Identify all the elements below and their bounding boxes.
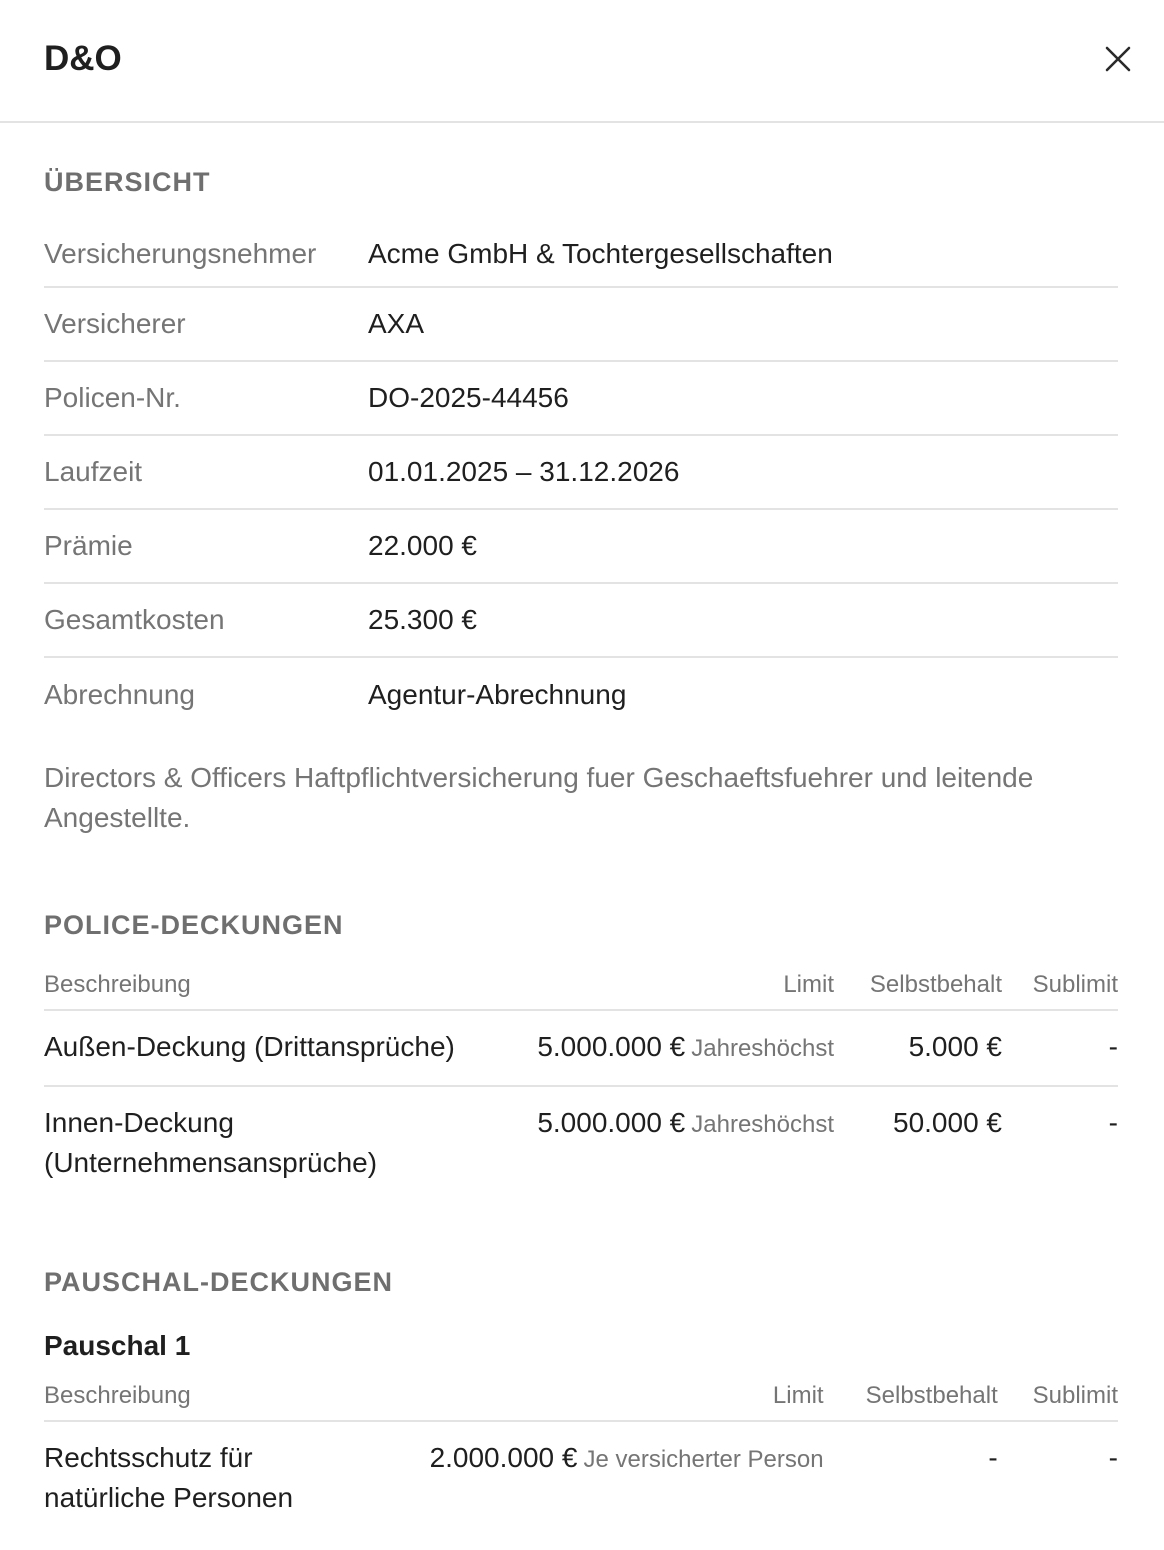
overview-label: Versicherer	[44, 308, 186, 339]
column-header-limit: Limit	[355, 1382, 824, 1421]
limit-qualifier: Jahreshöchst	[691, 1111, 834, 1138]
overview-label: Prämie	[44, 530, 133, 561]
coverage-description	[44, 1086, 484, 1199]
drawer-content	[0, 167, 1164, 1534]
overview-label: Gesamtkosten	[44, 604, 225, 635]
overview-label: Versicherungsnehmer	[44, 238, 317, 269]
column-header-description: Beschreibung	[44, 971, 484, 1010]
overview-row-insurer	[44, 288, 1118, 362]
overview-value: 22.000 €	[368, 530, 477, 561]
coverage-description-text: Innen-Deckung (Unternehmensansprüche)	[44, 1107, 378, 1178]
table-row	[44, 1421, 1118, 1534]
coverage-limit-cell	[355, 1421, 824, 1534]
column-header-sublimit: Sublimit	[998, 1382, 1118, 1421]
overview-value: Agentur-Abrechnung	[368, 679, 627, 710]
coverage-deductible: 5.000 €	[908, 1031, 1002, 1062]
policy-description: Directors & Officers Haftpflichtversicherung fuer Geschaeftsfuehrer und leitende Angestellte.	[44, 762, 1034, 833]
coverage-limit-cell	[484, 1086, 834, 1199]
coverage-limit-cell	[484, 1010, 834, 1086]
overview-list	[44, 222, 1118, 732]
overview-value: AXA	[368, 308, 425, 339]
policy-coverages-table	[44, 971, 1118, 1199]
overview-value: Acme GmbH & Tochtergesellschaften	[368, 238, 833, 269]
overview-value: DO-2025-44456	[368, 382, 569, 413]
drawer-title: D&O	[44, 38, 122, 78]
overview-label: Policen-Nr.	[44, 382, 181, 413]
coverage-description: Außen-Deckung (Drittansprüche)	[44, 1031, 455, 1062]
overview-label: Laufzeit	[44, 456, 143, 487]
coverage-sublimit: -	[1002, 1086, 1118, 1199]
overview-value: 25.300 €	[368, 604, 477, 635]
coverage-limit: 5.000.000 €	[537, 1107, 686, 1138]
coverage-sublimit: -	[1108, 1031, 1118, 1062]
overview-value: 01.01.2025 – 31.12.2026	[368, 456, 680, 487]
column-header-sublimit: Sublimit	[1002, 971, 1118, 1010]
column-header-deductible: Selbstbehalt	[824, 1382, 998, 1421]
close-icon	[1105, 46, 1131, 72]
table-row	[44, 1010, 1118, 1086]
limit-qualifier: Jahreshöchst	[691, 1035, 834, 1062]
coverage-description-text: Rechtsschutz für natürliche Personen	[44, 1442, 294, 1513]
overview-row-billing	[44, 658, 1118, 732]
overview-section-title: ÜBERSICHT	[44, 167, 211, 197]
limit-qualifier: Je versicherter Person	[583, 1446, 824, 1473]
blanket-coverages-title: PAUSCHAL-DECKUNGEN	[44, 1267, 394, 1297]
overview-row-premium	[44, 510, 1118, 584]
overview-row-policyholder	[44, 222, 1118, 288]
overview-label: Abrechnung	[44, 679, 196, 710]
table-row	[44, 1086, 1118, 1199]
overview-row-policy-number	[44, 362, 1118, 436]
policy-coverages-title: POLICE-DECKUNGEN	[44, 910, 344, 940]
column-header-deductible: Selbstbehalt	[834, 971, 1002, 1010]
overview-row-term	[44, 436, 1118, 510]
coverage-deductible: -	[988, 1442, 998, 1473]
drawer-header	[0, 0, 1164, 123]
column-header-description: Beschreibung	[44, 1382, 355, 1421]
coverage-limit: 2.000.000 €	[429, 1442, 578, 1473]
coverage-deductible: 50.000 €	[834, 1086, 1002, 1199]
blanket-group-title: Pauschal 1	[44, 1330, 191, 1361]
blanket-coverages-table	[44, 1382, 1118, 1534]
coverage-sublimit: -	[1108, 1442, 1118, 1473]
coverage-limit: 5.000.000 €	[537, 1031, 686, 1062]
overview-row-total-cost	[44, 584, 1118, 658]
close-button[interactable]	[1098, 39, 1138, 79]
column-header-limit: Limit	[484, 971, 834, 1010]
coverage-description	[44, 1421, 355, 1534]
